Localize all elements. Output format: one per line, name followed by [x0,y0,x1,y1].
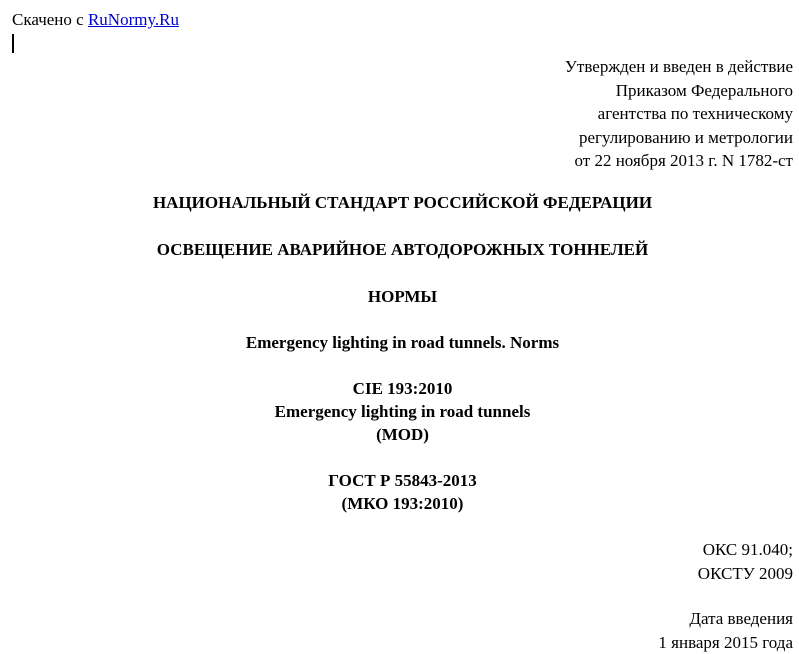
cie-block [0,377,799,446]
approval-line: Утвержден и введен в действие [565,55,793,79]
gost-block [0,469,799,515]
dates-block [658,607,793,654]
source-link[interactable]: RuNormy.Ru [88,10,179,29]
standard-subtitle: НОРМЫ [0,285,799,309]
text-cursor [12,34,14,53]
approval-line: Приказом Федерального [565,79,793,103]
cie-name: Emergency lighting in road tunnels [0,400,799,423]
approval-block [565,55,793,173]
okstu-code: ОКСТУ 2009 [698,562,793,586]
approval-line: регулированию и метрологии [565,126,793,150]
source-prefix: Скачено с [12,10,84,29]
effective-date-value: 1 января 2015 года [658,631,793,654]
standard-type-heading: НАЦИОНАЛЬНЫЙ СТАНДАРТ РОССИЙСКОЙ ФЕДЕРАЦИИ [0,191,799,215]
effective-date-label: Дата введения [658,607,793,631]
gost-mko: (МКО 193:2010) [0,492,799,515]
cie-modification: (MOD) [0,423,799,446]
source-line [12,9,179,31]
standard-name-heading: ОСВЕЩЕНИЕ АВАРИЙНОЕ АВТОДОРОЖНЫХ ТОННЕЛЕЙ [0,238,799,262]
cie-code: CIE 193:2010 [0,377,799,400]
gost-code: ГОСТ Р 55843-2013 [0,469,799,492]
english-name: Emergency lighting in road tunnels. Norms [0,331,799,354]
approval-line: от 22 ноября 2013 г. N 1782-ст [565,149,793,173]
oks-code: ОКС 91.040; [698,538,793,562]
approval-line: агентства по техническому [565,102,793,126]
classification-block [698,538,793,585]
